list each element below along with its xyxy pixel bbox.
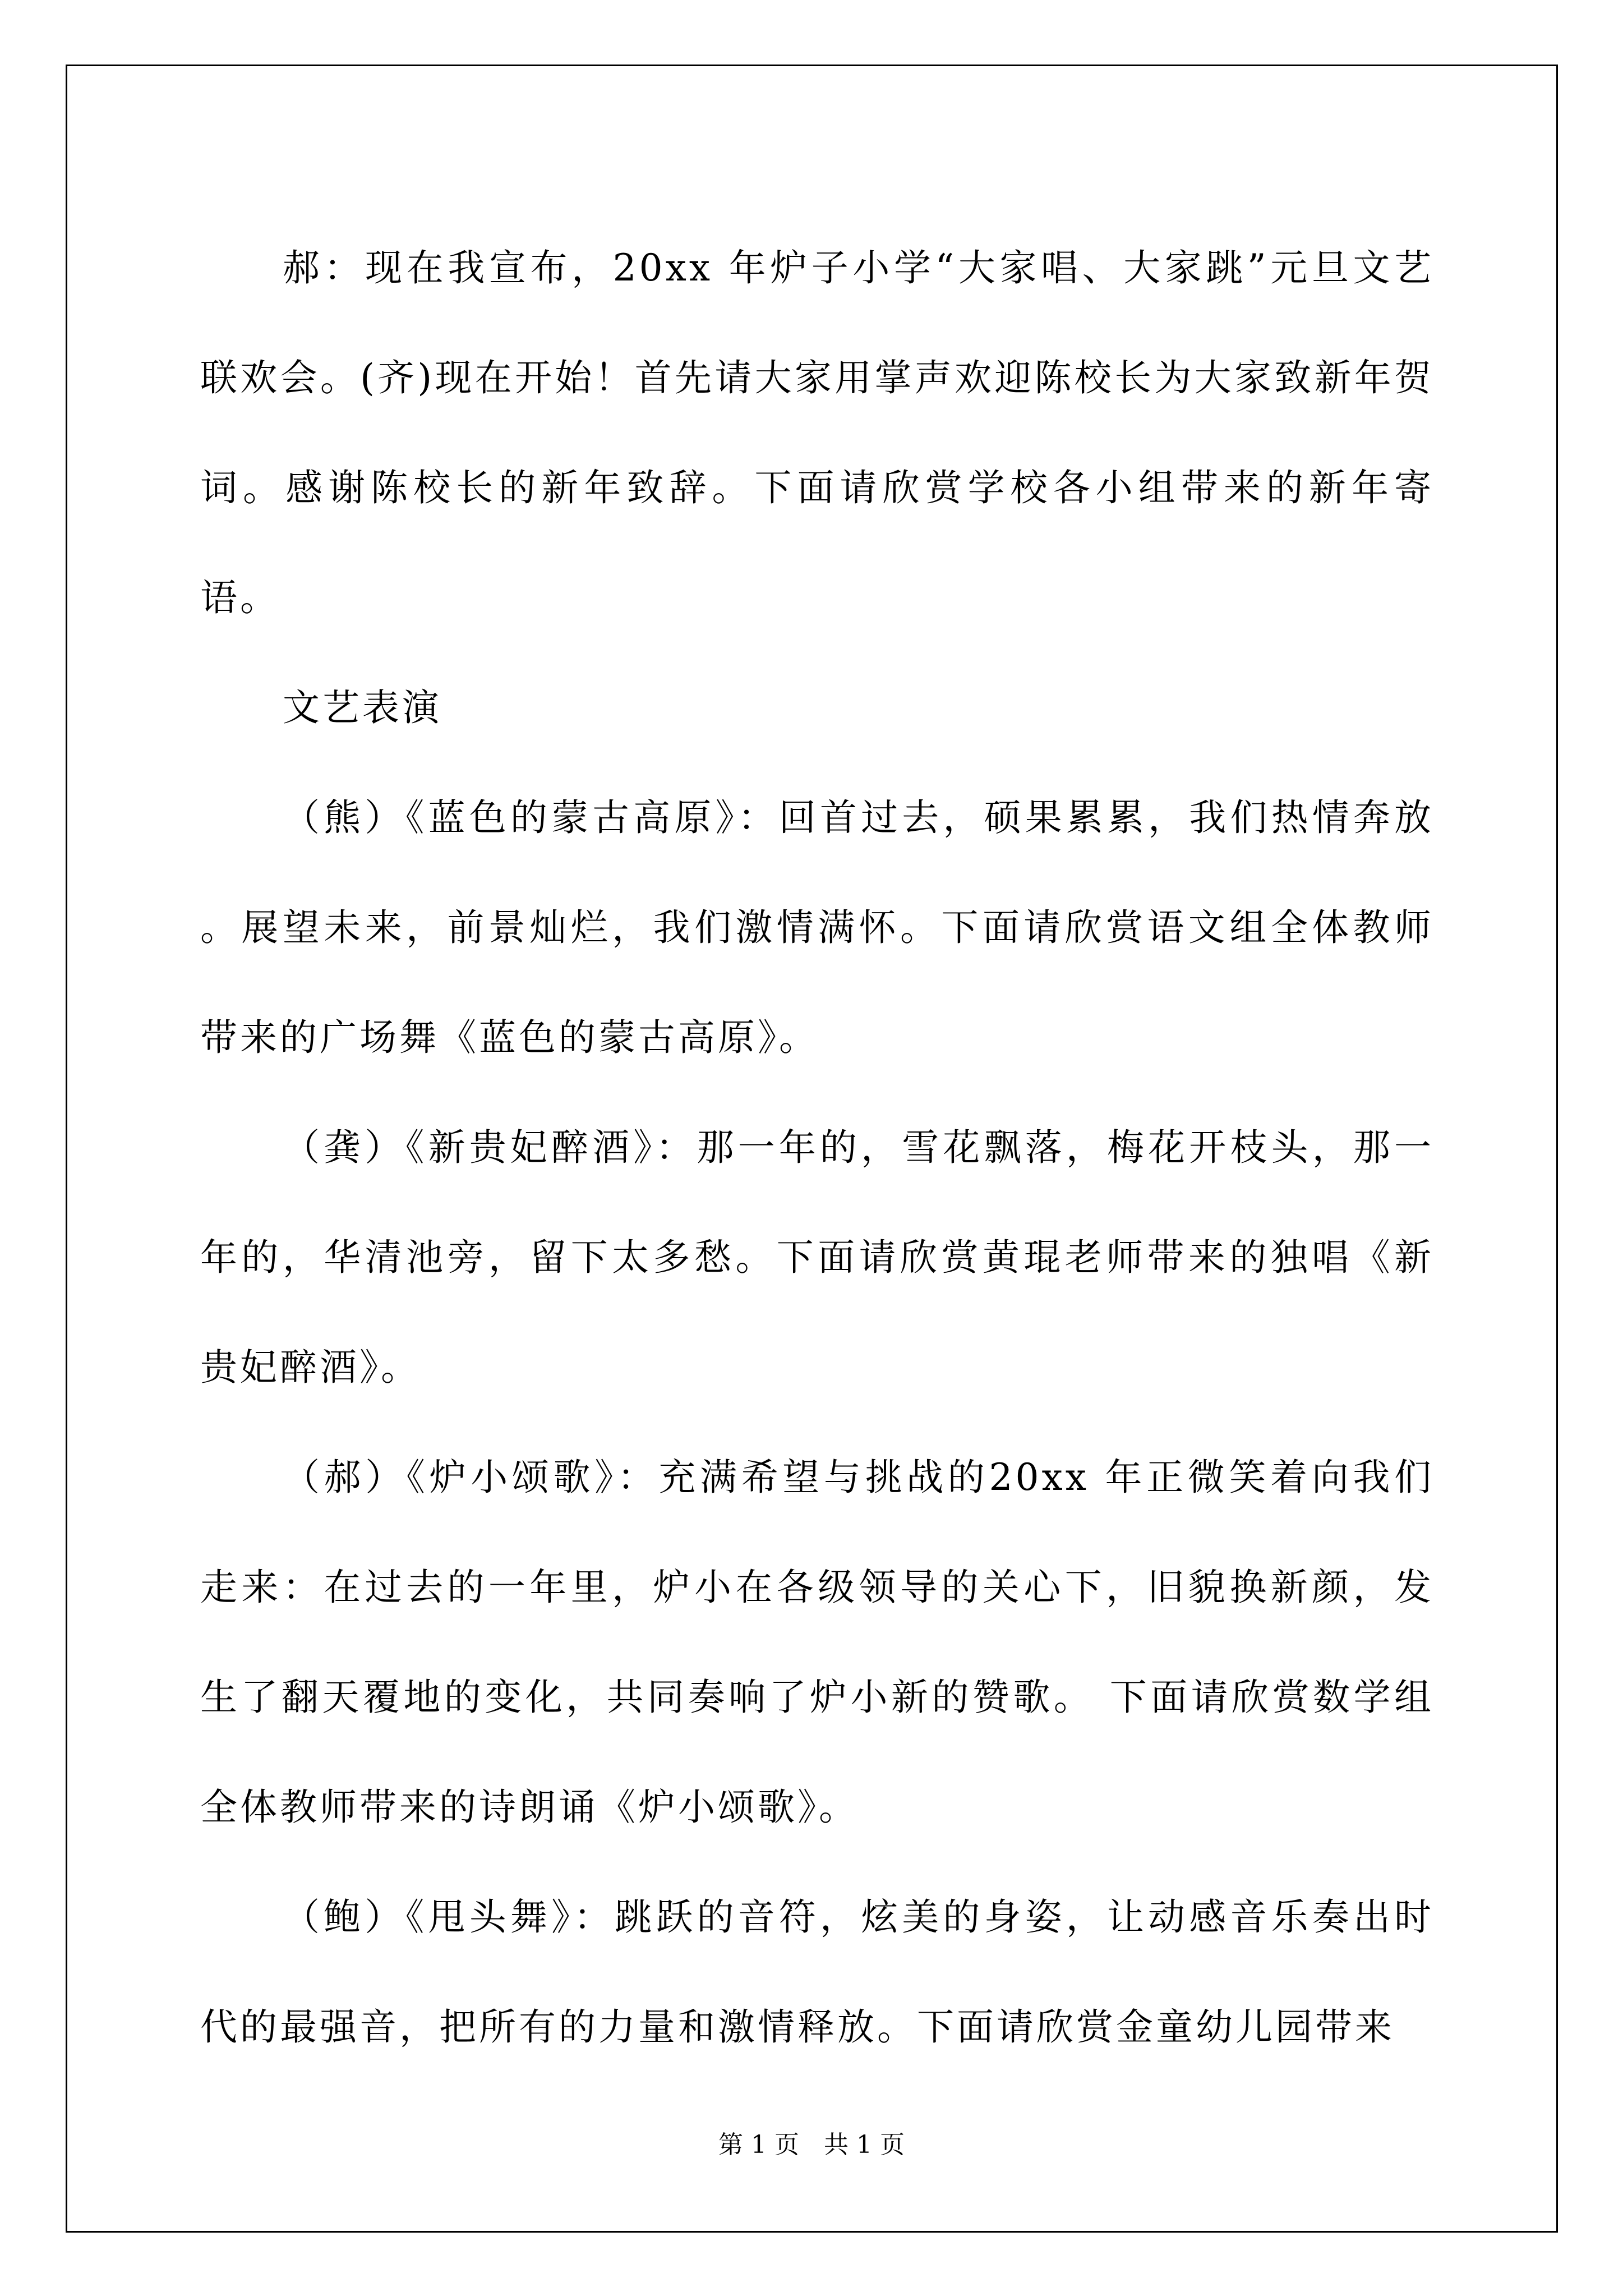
paragraph-opening: 郝：现在我宣布，20xx 年炉子小学“大家唱、大家跳”元旦文艺联欢会。(齐)现在开始！首先请大家用掌声欢迎陈校长为大家致新年贺词。感谢陈校长的新年致辞。下面请欣赏学校各小组带来的新年寄语。	[200, 246, 1434, 619]
document-body	[200, 213, 1434, 2082]
paragraph-new-drunken-concubine: （龚）《新贵妃醉酒》：那一年的，雪花飘落，梅花开枝头，那一年的，华清池旁，留下太多愁。下面请欣赏黄琨老师带来的独唱《新贵妃醉酒》。	[200, 1126, 1434, 1389]
paragraph-head-shaking-dance: （鲍）《甩头舞》：跳跃的音符，炫美的身姿，让动感音乐奏出时代的最强音，把所有的力量和激情释放。下面请欣赏金童幼儿园带来	[200, 1895, 1434, 2049]
paragraph-luxiao-ode: （郝）《炉小颂歌》：充满希望与挑战的20xx 年正微笑着向我们走来：在过去的一年里，炉小在各级领导的关心下，旧貌换新颜，发生了翻天覆地的变化，共同奏响了炉小新的赞歌。 下面请欣赏数学组全体教师带来的诗朗诵《炉小颂歌》。	[200, 1456, 1434, 1829]
paragraph-blue-mongolian-plateau: （熊）《蓝色的蒙古高原》：回首过去，硕果累累，我们热情奔放 。展望未来，前景灿烂，我们激情满怀。下面请欣赏语文组全体教师带来的广场舞《蓝色的蒙古高原》。	[200, 796, 1434, 1059]
paragraph-section-heading: 文艺表演	[283, 686, 442, 729]
page-number-footer: 第 1 页 共 1 页	[718, 2131, 905, 2159]
